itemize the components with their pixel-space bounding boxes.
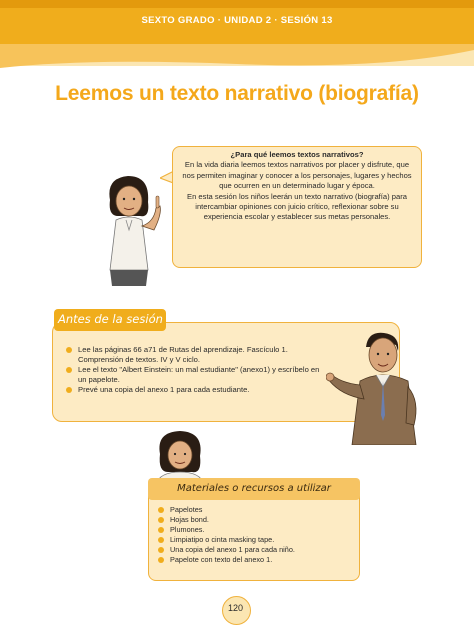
bubble-question: ¿Para qué leemos textos narrativos? — [230, 150, 364, 159]
list-item-text: Papelote con texto del anexo 1. — [170, 555, 273, 564]
bullet-icon — [158, 517, 164, 523]
list-item-text: Prevé una copia del anexo 1 para cada estudiante. — [78, 385, 250, 394]
bullet-icon — [66, 367, 72, 373]
bullet-icon — [158, 527, 164, 533]
list-item-text: Limpiatipo o cinta masking tape. — [170, 535, 275, 544]
list-item — [78, 385, 328, 395]
girl-illustration — [96, 170, 166, 286]
header-curve — [0, 40, 474, 70]
bullet-icon — [158, 557, 164, 563]
bullet-icon — [66, 347, 72, 353]
bullet-icon — [158, 547, 164, 553]
materiales-title: Materiales o recursos a utilizar — [177, 483, 331, 494]
bubble-paragraph-1: En la vida diaria leemos textos narrativos por placer y disfrute, que nos permiten imaginar y conocer a los personajes, lugares y hechos que ocurren en un determinado lugar y época. — [182, 160, 412, 191]
bullet-icon — [66, 387, 72, 393]
bubble-text — [182, 150, 412, 223]
list-item-text: Lee el texto "Albert Einstein: un mal estudiante" (anexo1) y escríbelo en un papelote. — [78, 365, 320, 384]
list-item-text: Lee las páginas 66 a71 de Rutas del aprendizaje. Fascículo 1. Comprensión de textos. IV y V ciclo. — [78, 345, 288, 364]
bullet-icon — [158, 537, 164, 543]
list-item-text: Papelotes — [170, 505, 203, 514]
list-item-text: Plumones. — [170, 525, 205, 534]
bubble-paragraph-2: En esta sesión los niños leerán un texto narrativo (biografía) para intercambiar opiniones con juicio crítico, reflexionar sobre su experiencia escolar y establecer sus metas personales. — [187, 191, 407, 222]
materiales-list — [170, 505, 360, 565]
header-text: SEXTO GRADO · UNIDAD 2 · SESIÓN 13 — [141, 15, 333, 26]
antes-list — [78, 345, 328, 395]
page-number: 120 — [227, 603, 244, 613]
girl-reading-illustration — [150, 428, 210, 484]
antes-title: Antes de la sesión — [58, 312, 163, 326]
bullet-icon — [158, 507, 164, 513]
list-item — [78, 345, 328, 365]
list-item — [170, 515, 360, 525]
list-item — [170, 545, 360, 555]
list-item-text: Una copia del anexo 1 para cada niño. — [170, 545, 295, 554]
page-title: Leemos un texto narrativo (biografía) — [55, 82, 419, 105]
list-item — [170, 505, 360, 515]
teacher-illustration — [326, 325, 436, 445]
list-item-text: Hojas bond. — [170, 515, 209, 524]
list-item — [170, 535, 360, 545]
list-item — [170, 555, 360, 565]
list-item — [78, 365, 328, 385]
list-item — [170, 525, 360, 535]
